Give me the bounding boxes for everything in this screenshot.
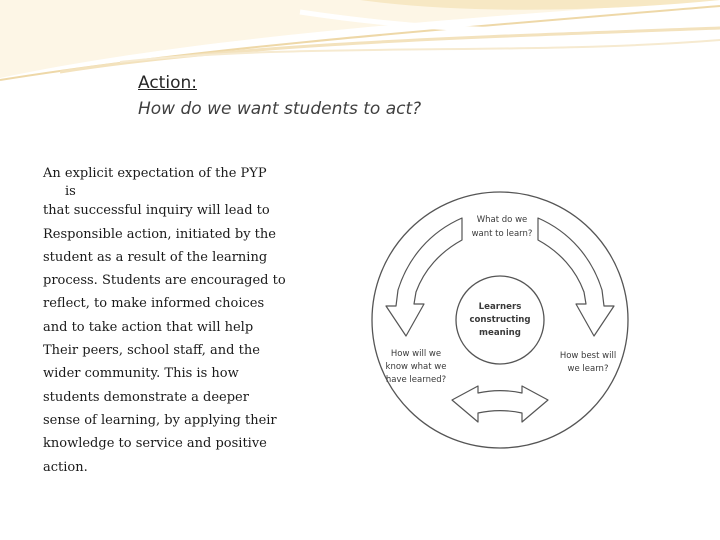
body-line: that successful inquiry will lead to [43,203,270,219]
right-label-line: we learn? [567,364,609,374]
body-line: Responsible action, initiated by the [43,226,276,242]
left-label-line: know what we [385,362,447,372]
top-label-line: want to learn? [471,229,533,239]
left-arrow-icon [386,218,462,336]
body-line: and to take action that will help [43,319,254,335]
center-label-line: meaning [479,328,521,338]
body-line: students demonstrate a deeper [43,389,249,405]
body-line: process. Students are encouraged to [43,273,286,289]
body-line: student as a result of the learning [43,249,268,265]
body-line: is [65,184,76,200]
right-label-line: How best will [559,351,617,361]
body-line: sense of learning, by applying their [43,412,277,428]
left-label-line: How will we [390,349,442,359]
slide-heading [138,70,421,122]
center-label-line: Learners [478,302,522,312]
center-label-line: constructing [469,315,531,325]
inquiry-cycle-diagram [358,178,642,462]
slide-title: Action: [138,73,197,93]
body-line: An explicit expectation of the PYP [43,166,267,181]
left-label-line: have learned? [385,375,447,385]
bottom-arrow-icon [452,386,548,422]
body-line: wider community. This is how [43,366,239,382]
body-line: Their peers, school staff, and the [43,343,260,359]
body-line: action. [43,459,88,475]
right-arrow-icon [538,218,614,336]
slide-subtitle: How do we want students to act? [138,99,422,119]
body-line: knowledge to service and positive [43,436,267,452]
body-paragraph [43,162,303,479]
top-label-line: What do we [476,215,528,225]
body-line: reflect, to make informed choices [43,296,265,312]
